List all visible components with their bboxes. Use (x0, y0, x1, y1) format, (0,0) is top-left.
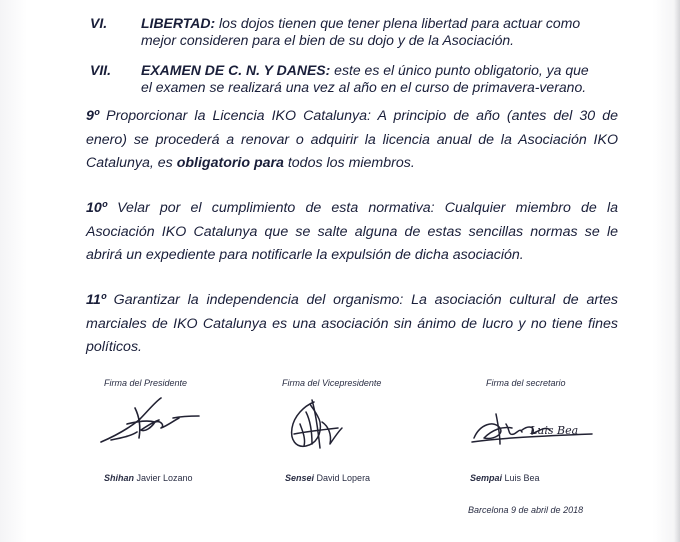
section-vii-line2: el examen se realizará una vez al año en el curso de primavera-verano. (141, 79, 587, 95)
article-11 (86, 289, 618, 360)
section-vii-text (141, 62, 631, 96)
secretary-signature (470, 400, 600, 450)
article-10-text: Velar por el cumplimiento de esta normativa: Cualquier miembro de la Asociación IKO Catalunya que se salte alguna de estas sencillas normas se le abrirá un expediente para notificarle la expulsión de dicha asociación. (86, 200, 618, 263)
secretary-title: Sempai (470, 473, 503, 483)
section-vii-numeral: VII. (90, 62, 112, 78)
article-11-text: Garantizar la independencia del organismo: La asociación cultural de artes marciales de IKO Catalunya es una asociación sin ánimo de lucro y no tiene fines políticos. (86, 292, 618, 355)
section-vii-title: EXAMEN DE C. N. Y DANES: (141, 62, 331, 78)
page-edge-shadow (674, 0, 680, 542)
document-date: Barcelona 9 de abril de 2018 (468, 505, 584, 515)
article-9-text-before: Proporcionar la Licencia IKO Catalunya: A principio de año (antes del 30 de enero) se procederá a renovar o adquirir la licencia anual de la Asociación IKO Catalunya, es (86, 108, 618, 171)
section-vi-text (141, 15, 631, 49)
vicepresident-name-text: David Lopera (314, 473, 371, 483)
article-10 (86, 197, 618, 268)
vicepresident-signature (282, 394, 352, 454)
section-vi-title: LIBERTAD: (141, 15, 216, 31)
secretary-name-text: Luis Bea (502, 473, 540, 483)
president-signature-label: Firma del Presidente (104, 378, 188, 388)
president-title: Shihan (104, 473, 135, 483)
president-signature (95, 392, 205, 452)
section-vi-line1: los dojos tienen que tener plena libertad para actuar como (215, 15, 581, 31)
article-9 (86, 105, 618, 176)
secretary-signature-label: Firma del secretario (486, 378, 566, 388)
article-9-text-after: todos los miembros. (283, 155, 415, 171)
president-name (104, 473, 193, 483)
section-vi-numeral: VI. (90, 15, 108, 31)
section-vii-line1: este es el único punto obligatorio, ya que (330, 62, 589, 78)
secretary-signature-handwriting: Luis Bea (530, 424, 579, 437)
vicepresident-title: Sensei (285, 473, 315, 483)
article-9-emphasis: obligatorio para (176, 155, 284, 171)
vicepresident-name (285, 473, 370, 483)
secretary-name (470, 473, 540, 483)
article-9-number: 9º (86, 108, 100, 124)
president-name-text: Javier Lozano (134, 473, 193, 483)
vicepresident-signature-label: Firma del Vicepresidente (282, 378, 382, 388)
section-vi-line2: mejor consideren para el bien de su dojo y de la Asociación. (141, 32, 515, 48)
article-10-number: 10º (86, 200, 107, 216)
article-11-number: 11º (86, 292, 106, 308)
